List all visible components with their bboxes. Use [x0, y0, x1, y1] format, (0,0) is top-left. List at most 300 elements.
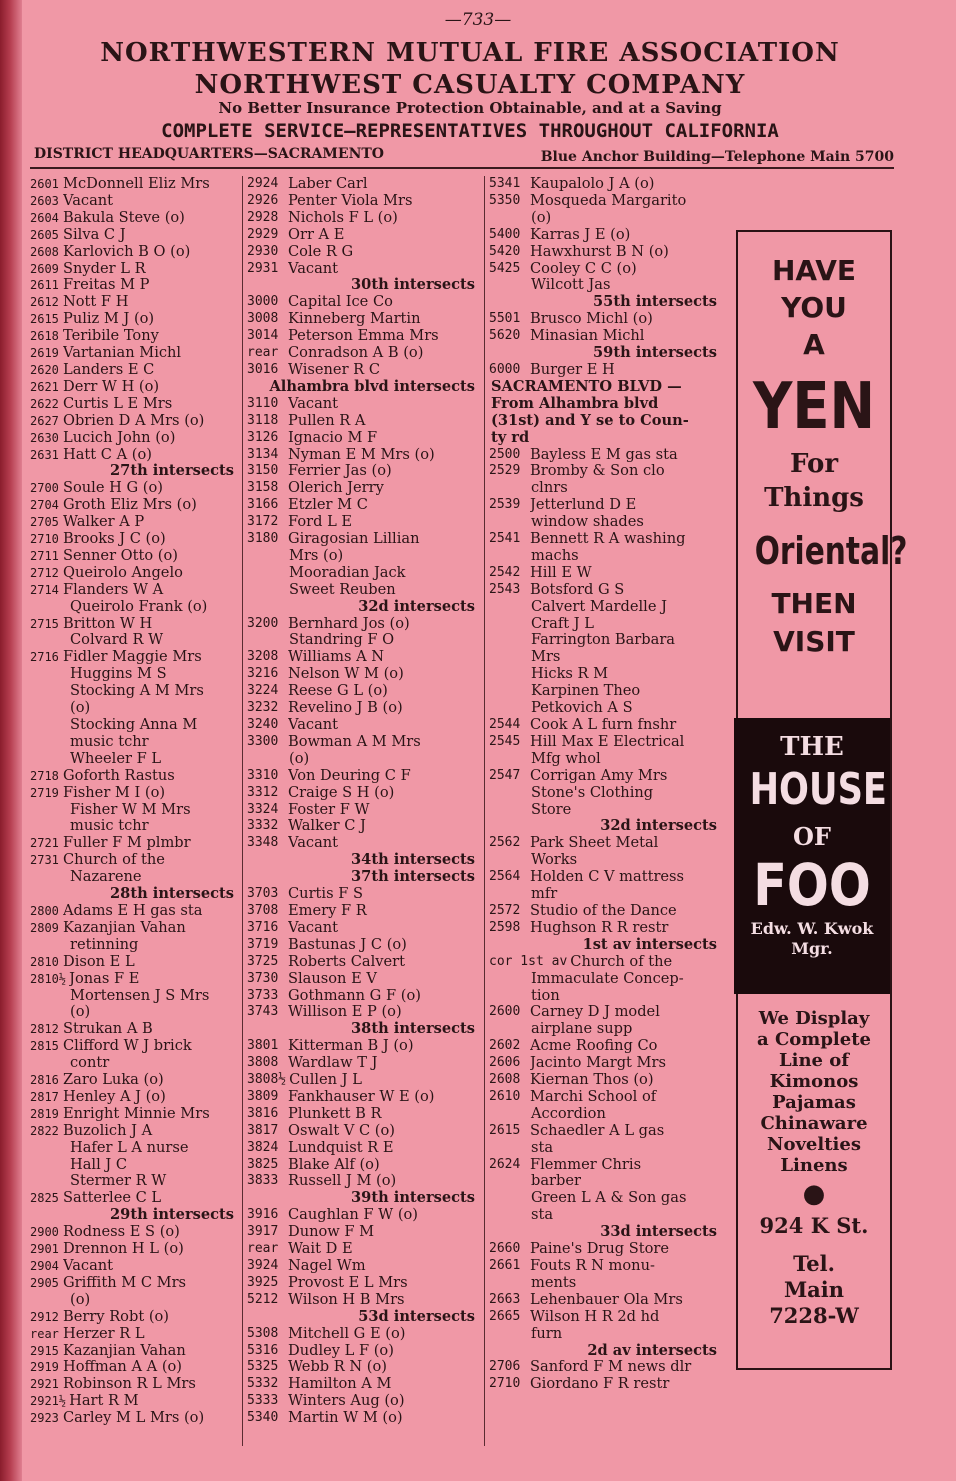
house-number: 2810½ — [30, 971, 67, 986]
listing-row — [243, 1275, 479, 1292]
resident-name: Fouts R N monu- — [530, 1258, 655, 1274]
listing-row — [485, 1157, 721, 1174]
house-number: 2661 — [489, 1258, 521, 1273]
listing-row — [243, 430, 479, 447]
resident-name: Wardlaw T J — [288, 1055, 378, 1072]
cross-street-heading: 27th intersects — [110, 462, 234, 480]
listing-row — [243, 818, 479, 835]
house-number: 2921½ — [30, 1394, 67, 1409]
listing-row — [30, 244, 238, 261]
listing-continuation: sta — [531, 1206, 554, 1224]
house-number: 3924 — [247, 1258, 279, 1273]
listing-row — [243, 345, 479, 362]
page-number: —733— — [444, 10, 512, 30]
house-number: 3730 — [247, 970, 279, 986]
listing-continuation: Calvert Mardelle J — [531, 597, 667, 615]
resident-name: Britton W H — [63, 615, 153, 632]
listing-row — [243, 988, 479, 1005]
house-number: 2809 — [30, 920, 59, 935]
ad-visit: VISIT — [773, 625, 855, 658]
listing-row — [30, 1224, 238, 1241]
resident-name: Dison E L — [63, 953, 135, 970]
listing-continuation: Standring F O — [289, 631, 395, 649]
resident-name: Vacant — [288, 919, 339, 936]
resident-name: Revelino J B (o) — [288, 700, 403, 717]
house-number: 3824 — [247, 1139, 279, 1155]
resident-name: Cooley C C (o) — [530, 260, 637, 277]
house-number: 3166 — [247, 497, 279, 513]
ad-bullet-dot: ● — [802, 1179, 826, 1209]
resident-name: Herzer R L — [63, 1325, 145, 1342]
house-number: 2601 — [30, 177, 59, 191]
resident-name: Hamilton A M — [288, 1376, 392, 1393]
resident-name: Foster F W — [288, 801, 370, 818]
header-address: Blue Anchor Building—Telephone Main 5700 — [540, 149, 894, 165]
house-number: 2800 — [30, 903, 59, 918]
house-number: 3232 — [247, 700, 279, 716]
resident-name: Kiernan Thos (o) — [530, 1072, 654, 1089]
listing-row — [30, 1393, 238, 1410]
resident-name: Flanders W A — [63, 581, 164, 598]
resident-name: Bowman A M Mrs — [288, 733, 421, 750]
listing-row — [30, 430, 238, 447]
listing-row — [243, 954, 479, 971]
resident-name: Lundquist R E — [288, 1139, 394, 1156]
house-number: 3324 — [247, 801, 279, 817]
listing-row — [243, 311, 479, 328]
house-number: 2923 — [30, 1411, 59, 1426]
listing-row — [243, 1326, 479, 1343]
ad-things: Things — [764, 483, 864, 513]
listing-row — [243, 835, 479, 852]
listing-row — [30, 261, 238, 278]
listing-row — [243, 683, 479, 700]
listing-row — [30, 328, 238, 345]
listing-continuation: retinning — [70, 935, 139, 953]
house-number: 3000 — [247, 294, 279, 310]
listing-row — [30, 294, 238, 311]
resident-name: Hughson R R restr — [530, 919, 669, 936]
listing-continuation: Huggins M S — [70, 665, 167, 683]
resident-name: Sanford F M news dlr — [530, 1359, 692, 1376]
resident-name: Von Deuring C F — [288, 767, 411, 784]
listing-row — [30, 649, 238, 666]
cross-street-heading: 30th intersects — [351, 276, 475, 294]
listing-row — [485, 1258, 721, 1275]
listing-row — [485, 497, 721, 514]
listing-continuation: music tchr — [70, 732, 149, 750]
listing-row — [485, 1055, 721, 1072]
house-number: 3733 — [247, 987, 279, 1003]
resident-name: Williams A N — [288, 649, 385, 666]
resident-name: Bastunas J C (o) — [288, 936, 407, 953]
resident-name: Mosqueda Margarito — [530, 192, 687, 209]
resident-name: Nichols F L (o) — [288, 209, 398, 226]
house-number: 2718 — [30, 768, 59, 783]
listing-row — [485, 261, 721, 278]
listing-row — [243, 734, 479, 751]
resident-name: Enright Minnie Mrs — [63, 1105, 210, 1122]
house-number: 2700 — [30, 481, 59, 496]
listing-row — [30, 210, 238, 227]
resident-name: Burger E H — [530, 361, 615, 378]
listing-row — [485, 193, 721, 210]
house-number: 2900 — [30, 1225, 59, 1240]
house-number: 3172 — [247, 514, 279, 530]
house-number: 2564 — [489, 869, 521, 885]
listing-continuation: window shades — [531, 513, 644, 531]
resident-name: Cole R G — [288, 243, 354, 260]
listing-row — [243, 1343, 479, 1360]
street-section-heading: SACRAMENTO BLVD — — [491, 377, 682, 395]
listing-row — [485, 1123, 721, 1140]
house-number: 5425 — [489, 260, 521, 276]
resident-name: Vartanian Michl — [63, 345, 182, 362]
listing-row — [485, 1376, 721, 1393]
house-number: 2665 — [489, 1308, 521, 1324]
listing-row — [30, 311, 238, 328]
ad-display-line: Pajamas — [772, 1092, 856, 1113]
resident-name: Penter Viola Mrs — [288, 192, 413, 209]
listing-row — [243, 261, 479, 278]
listing-row — [243, 244, 479, 261]
resident-name: Griffith M C Mrs — [63, 1274, 187, 1291]
house-number: 3743 — [247, 1004, 279, 1020]
house-number: rear — [247, 345, 279, 361]
listing-row — [30, 835, 238, 852]
house-number: 2603 — [30, 193, 59, 208]
resident-name: Nagel Wm — [288, 1258, 366, 1274]
listing-row — [30, 768, 238, 785]
listing-row — [243, 210, 479, 227]
house-number: 2547 — [489, 767, 521, 783]
listing-row — [243, 480, 479, 497]
directory-column-1 — [30, 176, 238, 1446]
ad-you: YOU — [781, 291, 847, 324]
listing-row — [485, 311, 721, 328]
ad-tel: Tel. — [793, 1251, 835, 1276]
house-number: 2631 — [30, 447, 59, 462]
resident-name: Giordano F R restr — [530, 1376, 670, 1393]
listing-row — [243, 700, 479, 717]
house-number: 2924 — [247, 176, 279, 191]
house-number: 2810 — [30, 954, 59, 969]
listing-continuation: Stone's Clothing — [531, 783, 654, 801]
resident-name: Senner Otto (o) — [63, 547, 178, 564]
house-number: 5333 — [247, 1393, 279, 1409]
street-section-heading: From Alhambra blvd — [491, 394, 659, 412]
resident-name: Willison E P (o) — [288, 1004, 402, 1021]
listing-row — [30, 362, 238, 379]
listing-row — [243, 413, 479, 430]
resident-name: Emery F R — [288, 902, 367, 919]
listing-continuation: Mfg whol — [531, 749, 601, 767]
house-number: 2915 — [30, 1343, 59, 1358]
house-number: 2622 — [30, 396, 59, 411]
listing-row — [243, 1376, 479, 1393]
listing-continuation: Hall J C — [70, 1155, 128, 1173]
listing-row — [243, 1004, 479, 1021]
cross-street-heading: 33d intersects — [600, 1223, 717, 1241]
house-number: 2817 — [30, 1089, 59, 1104]
cross-street-heading: 32d intersects — [600, 817, 717, 835]
ad-the: THE — [780, 732, 844, 762]
house-number: 2602 — [489, 1038, 521, 1054]
house-number: 2825 — [30, 1191, 59, 1206]
listing-continuation: Mrs — [531, 648, 561, 666]
resident-name: Brooks J C (o) — [63, 531, 166, 548]
house-number: 3716 — [247, 919, 279, 935]
resident-name: Vacant — [288, 395, 339, 412]
house-number: 3312 — [247, 784, 279, 800]
ad-display-line: Kimonos — [769, 1071, 859, 1092]
listing-row — [485, 903, 721, 920]
house-number: 3917 — [247, 1224, 279, 1240]
house-number: 2609 — [30, 261, 59, 276]
listing-continuation: Mortensen J S Mrs — [70, 986, 210, 1004]
house-number: 2543 — [489, 581, 521, 597]
resident-name: Puliz M J (o) — [63, 311, 155, 328]
resident-name: Groth Eliz Mrs (o) — [63, 497, 197, 514]
house-number: 3016 — [247, 361, 279, 377]
house-number: 2704 — [30, 498, 59, 513]
resident-name: Robinson R L Mrs — [63, 1376, 196, 1393]
listing-row — [30, 413, 238, 430]
listing-row — [30, 1021, 238, 1038]
resident-name: Curtis F S — [288, 886, 363, 903]
listing-row — [485, 582, 721, 599]
resident-name: Goforth Rastus — [63, 767, 175, 784]
resident-name: Fisher M I (o) — [63, 784, 166, 801]
resident-name: Wilson H B Mrs — [288, 1291, 405, 1308]
house-number: 2926 — [247, 192, 279, 208]
listing-continuation: (o) — [531, 208, 552, 226]
resident-name: Corrigan Amy Mrs — [530, 767, 668, 784]
listing-row — [30, 1376, 238, 1393]
listing-row — [485, 1072, 721, 1089]
resident-name: Ford L E — [288, 514, 353, 531]
ad-product-list — [738, 1008, 890, 1329]
listing-row — [30, 1275, 238, 1292]
cross-street-heading: 2d av intersects — [587, 1341, 717, 1359]
resident-name: Hatt C A (o) — [63, 446, 152, 463]
listing-row — [243, 1410, 479, 1427]
house-number: 2816 — [30, 1073, 59, 1088]
resident-name: Ferrier Jas (o) — [288, 463, 392, 480]
house-number: 2545 — [489, 733, 521, 749]
listing-row — [485, 565, 721, 582]
listing-row — [485, 734, 721, 751]
listing-row — [30, 176, 238, 193]
ad-phone: 7228-W — [769, 1303, 859, 1328]
listing-row — [30, 1326, 238, 1343]
resident-name: Craige S H (o) — [288, 784, 395, 801]
resident-name: Jacinto Margt Mrs — [530, 1055, 666, 1072]
listing-row — [485, 447, 721, 464]
resident-name: Wait D E — [288, 1241, 353, 1258]
house-number: 2815 — [30, 1039, 59, 1054]
resident-name: Oswalt V C (o) — [288, 1122, 395, 1139]
resident-name: Bayless E M gas sta — [530, 446, 678, 463]
listing-continuation: Accordion — [531, 1104, 606, 1122]
resident-name: Giragosian Lillian — [288, 531, 420, 548]
listing-continuation: Wilcott Jas — [531, 276, 611, 294]
house-number: 2542 — [489, 564, 521, 580]
listing-row — [30, 1123, 238, 1140]
house-number: 2608 — [30, 244, 59, 259]
house-number: 2822 — [30, 1123, 59, 1138]
resident-name: Walker A P — [63, 514, 145, 531]
house-number: 3808½ — [247, 1072, 287, 1088]
house-number: 2812 — [30, 1022, 59, 1037]
cross-street-heading: 55th intersects — [593, 293, 717, 311]
house-number: 5620 — [489, 328, 521, 344]
resident-name: Kaupalolo J A (o) — [530, 176, 655, 192]
listing-row — [485, 531, 721, 548]
resident-name: Wisener R C — [288, 361, 380, 378]
house-number: 2630 — [30, 430, 59, 445]
listing-row — [30, 852, 238, 869]
house-number: 3348 — [247, 835, 279, 851]
resident-name: Vacant — [288, 835, 339, 852]
listing-row — [243, 1207, 479, 1224]
house-number: 2619 — [30, 346, 59, 361]
house-number: 3150 — [247, 463, 279, 479]
house-number: 2618 — [30, 329, 59, 344]
listing-continuation: Works — [531, 851, 578, 869]
house-number: 3925 — [247, 1274, 279, 1290]
ad-display-line: a Complete — [757, 1029, 871, 1050]
listing-row — [485, 717, 721, 734]
house-number: 3816 — [247, 1105, 279, 1121]
resident-name: Snyder L R — [63, 260, 146, 277]
listing-row — [243, 1140, 479, 1157]
house-number: 3014 — [247, 328, 279, 344]
listing-continuation: Stermer R W — [70, 1172, 167, 1190]
house-number: 5212 — [247, 1291, 279, 1307]
listing-continuation: Green L A & Son gas — [531, 1189, 687, 1207]
resident-name: Bromby & Son clo — [530, 463, 665, 480]
house-number: 2598 — [489, 919, 521, 935]
listing-row — [30, 1089, 238, 1106]
listing-row — [30, 193, 238, 210]
cross-street-heading: 53d intersects — [358, 1307, 475, 1325]
listing-row — [243, 717, 479, 734]
house-number: 2919 — [30, 1360, 59, 1375]
resident-name: Nyman E M Mrs (o) — [288, 446, 435, 463]
house-number: cor 1st av — [489, 953, 568, 969]
listing-row — [485, 1089, 721, 1106]
house-number: 2731 — [30, 853, 59, 868]
house-number: 2604 — [30, 210, 59, 225]
listing-row — [30, 480, 238, 497]
resident-name: Kinneberg Martin — [288, 311, 421, 328]
listing-row — [30, 1038, 238, 1055]
listing-row — [485, 1038, 721, 1055]
listing-row — [243, 396, 479, 413]
resident-name: Bennett R A washing — [530, 531, 686, 548]
cross-street-heading: 1st av intersects — [582, 935, 717, 953]
listing-row — [30, 1309, 238, 1326]
house-number: 2912 — [30, 1309, 59, 1324]
house-number: 3300 — [247, 733, 279, 749]
resident-name: Conradson A B (o) — [288, 345, 424, 362]
house-number: 2615 — [30, 312, 59, 327]
resident-name: Martin W M (o) — [288, 1410, 403, 1427]
listing-row — [243, 886, 479, 903]
listing-continuation: Hafer L A nurse — [70, 1138, 189, 1156]
listing-row — [30, 785, 238, 802]
listing-continuation: Colvard R W — [70, 631, 164, 649]
resident-name: Lucich John (o) — [63, 429, 176, 446]
directory-column-3 — [484, 176, 721, 1446]
house-number: rear — [30, 1326, 59, 1341]
house-number: 2572 — [489, 902, 521, 918]
listing-continuation: Nazarene — [70, 868, 142, 886]
house-number: 2562 — [489, 835, 521, 851]
house-number: 2621 — [30, 379, 59, 394]
street-section-heading: (31st) and Y se to Coun- — [491, 411, 689, 429]
resident-name: Church of the — [63, 852, 165, 869]
listing-row — [243, 903, 479, 920]
listing-row — [485, 920, 721, 937]
listing-row — [485, 1241, 721, 1258]
resident-name: Rodness E S (o) — [63, 1224, 180, 1241]
house-number: 2921 — [30, 1377, 59, 1392]
listing-continuation: Fisher W M Mrs — [70, 800, 191, 818]
house-number: 3240 — [247, 717, 279, 732]
listing-row — [243, 447, 479, 464]
house-number: 2544 — [489, 717, 521, 732]
listing-row — [243, 1258, 479, 1275]
resident-name: Drennon H L (o) — [63, 1241, 184, 1258]
listing-row — [30, 227, 238, 244]
resident-name: Roberts Calvert — [288, 953, 405, 970]
listing-continuation: Wheeler F L — [70, 749, 162, 767]
listing-row — [243, 1072, 479, 1089]
listing-continuation: Hicks R M — [531, 665, 609, 683]
house-number: 2624 — [489, 1156, 521, 1172]
house-number: 2930 — [247, 243, 279, 259]
listing-row — [243, 1359, 479, 1376]
listing-continuation: clnrs — [531, 479, 568, 497]
house-number: rear — [247, 1241, 279, 1257]
resident-name: Zaro Luka (o) — [63, 1072, 164, 1089]
house-number: 2606 — [489, 1055, 521, 1071]
cross-street-heading: 39th intersects — [351, 1189, 475, 1207]
resident-name: Hoffman A A (o) — [63, 1359, 182, 1376]
resident-name: Park Sheet Metal — [530, 835, 659, 852]
resident-name: Vacant — [288, 717, 339, 733]
house-number: 2904 — [30, 1259, 59, 1273]
resident-name: Caughlan F W (o) — [288, 1207, 418, 1224]
resident-name: Dunow F M — [288, 1224, 375, 1241]
house-number: 2721 — [30, 836, 59, 851]
listing-continuation: barber — [531, 1172, 581, 1190]
listing-row — [30, 1410, 238, 1427]
house-number: 3808 — [247, 1055, 279, 1071]
ad-for: For — [789, 449, 839, 479]
ad-manager-title: Mgr. — [791, 939, 833, 958]
house-number: 2610 — [489, 1088, 521, 1104]
house-number: 3126 — [247, 429, 279, 445]
resident-name: Orr A E — [288, 226, 345, 243]
house-number: 5316 — [247, 1342, 279, 1358]
listing-row — [30, 514, 238, 531]
resident-name: Satterlee C L — [63, 1190, 162, 1207]
house-number: 3332 — [247, 818, 279, 834]
resident-name: Jonas F E — [69, 970, 140, 987]
